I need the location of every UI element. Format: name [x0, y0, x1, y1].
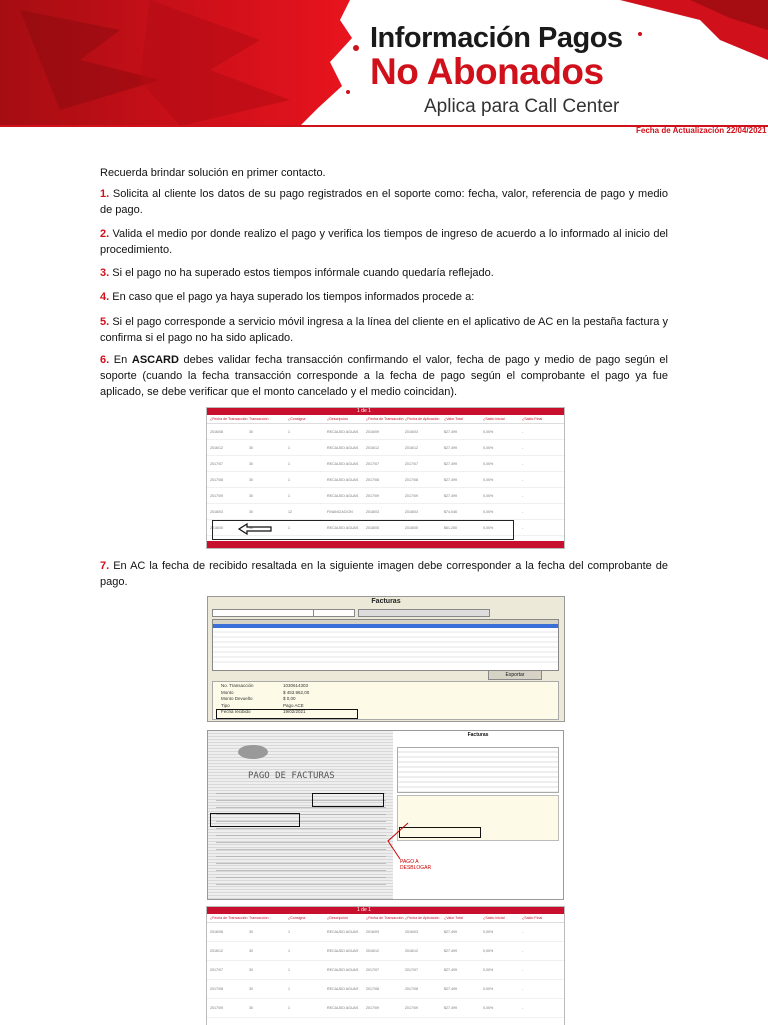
detail-panel — [212, 681, 559, 720]
logo-icon — [238, 745, 268, 759]
step-1 — [100, 186, 668, 218]
step-4 — [100, 289, 668, 305]
export-button[interactable]: Exportar — [488, 670, 542, 680]
column-header: ¿Valor Total — [444, 916, 463, 920]
table-row — [207, 488, 564, 504]
table-cell: RECAUDO AGUAS — [327, 525, 359, 530]
label: No. Transacción — [221, 683, 254, 688]
column-header: ¿Valor Total — [444, 417, 463, 421]
pager-bar — [207, 408, 564, 415]
table-cell: 2017/09 — [366, 1006, 379, 1010]
table-cell: 2016/09 — [366, 429, 379, 434]
table-cell: 2018/05 — [405, 525, 418, 530]
table-cell: 30 — [249, 429, 253, 434]
table-cell: 30 — [249, 968, 253, 972]
arrow-left-icon — [237, 523, 273, 535]
step-text: En AC la fecha de recibido resaltada en la siguiente imagen debe corresponder a la fecha del comprobante de pago. — [100, 560, 668, 588]
table-cell: 2017/08 — [405, 987, 418, 991]
step-5 — [100, 314, 668, 346]
table-cell: 30 — [249, 509, 253, 514]
table-row — [207, 961, 564, 980]
table-cell: 0,00% — [483, 949, 494, 953]
table-row — [207, 980, 564, 999]
step-text: Valida el medio por donde realizo el pago y verifica los tiempos de ingreso de acuerdo a lo informado al inicio del procedimiento. — [100, 228, 668, 256]
table-cell: RECAUDO AGUAS — [327, 949, 359, 953]
step-number: 1. — [100, 188, 110, 200]
table-cell: 30 — [249, 1006, 253, 1010]
column-header: Transacción — [249, 417, 269, 421]
step-2 — [100, 226, 668, 258]
table-cell: 1 — [288, 429, 290, 434]
table-cell: 0,00% — [483, 1006, 494, 1010]
pager-bar — [207, 907, 564, 914]
column-header: ¿Fecha de Aplicación — [405, 417, 440, 421]
step-number: 7. — [100, 560, 110, 572]
column-header: ¿Saldo Inicial — [483, 417, 505, 421]
table-cell: - — [522, 949, 524, 953]
table-cell: 0,00% — [483, 968, 494, 972]
table-cell: 2017/09 — [210, 1006, 223, 1010]
table-cell: 30 — [249, 525, 253, 530]
step-number: 2. — [100, 228, 110, 240]
table-cell: 2016/12 — [210, 949, 223, 953]
table-cell: - — [522, 461, 524, 466]
label: Monto — [221, 689, 234, 695]
step-number: 4. — [100, 291, 110, 303]
table-cell: $61.250 — [444, 525, 457, 530]
table-cell: 1 — [288, 461, 290, 466]
table-body — [207, 923, 564, 1018]
column-header: ¿Saldo Inicial — [483, 916, 505, 920]
table-cell: - — [522, 968, 524, 972]
screen-title: Facturas — [467, 732, 489, 738]
column-header: ¿Fecha de Aplicación — [405, 916, 440, 920]
table-cell: - — [522, 429, 524, 434]
table-cell: 30 — [249, 949, 253, 953]
table-cell: 1 — [288, 968, 290, 972]
title-line1: Información Pagos — [370, 22, 623, 54]
column-header: Transacción — [249, 916, 269, 920]
table-cell: 0,00% — [483, 987, 494, 991]
table-cell: $27.499 — [444, 987, 457, 991]
table-cell: 1 — [288, 930, 290, 934]
ac-screen-small — [393, 731, 563, 899]
table-header — [207, 914, 564, 923]
step-7 — [100, 558, 668, 590]
table-cell: 0,00% — [483, 461, 494, 466]
pager-bar-bottom — [207, 541, 564, 548]
step-3 — [100, 265, 668, 281]
table-cell: 2018/03 — [405, 509, 418, 514]
subtitle: Aplica para Call Center — [424, 96, 620, 117]
table-cell: $27.499 — [444, 968, 457, 972]
ascard-table-2 — [206, 906, 565, 1025]
table-cell: 1 — [288, 525, 290, 530]
step-text: Solicita al cliente los datos de su pago registrados en el soporte como: fecha, valor, referencia de pago y medio de pago. — [100, 188, 668, 216]
highlight-box — [216, 709, 358, 719]
table-cell: $27.499 — [444, 445, 457, 450]
table-cell: 2017/08 — [366, 477, 379, 482]
table-cell: 2017/07 — [405, 461, 418, 466]
value: 19/02/2021 — [283, 709, 306, 714]
list-rows — [397, 747, 559, 793]
list-rows — [213, 628, 558, 664]
step-text: En — [109, 354, 132, 366]
table-cell: 0,00% — [483, 509, 494, 514]
column-header: ¿Fecha de Transacción — [210, 916, 248, 920]
table-cell: - — [522, 1006, 524, 1010]
table-cell: 0,00% — [483, 429, 494, 434]
field-box — [313, 609, 355, 617]
table-cell: 0,00% — [483, 445, 494, 450]
table-cell: RECAUDO AGUAS — [327, 461, 359, 466]
table-row — [207, 942, 564, 961]
table-cell: 30 — [249, 461, 253, 466]
value: Pago ACE — [283, 702, 304, 708]
table-cell: 2017/09 — [405, 1006, 418, 1010]
header-banner — [0, 0, 768, 126]
table-cell: $27.499 — [444, 477, 457, 482]
table-cell: $74.046 — [444, 509, 457, 514]
connector-line — [358, 821, 418, 861]
ascard-table-1 — [206, 407, 565, 549]
table-row — [207, 504, 564, 520]
table-cell: 2016/12 — [366, 949, 379, 953]
table-cell: RECAUDO AGUAS — [327, 968, 359, 972]
facturas-list — [212, 619, 559, 671]
column-header: ¿Saldo Final — [522, 417, 543, 421]
pager-text: 1 de 1 — [357, 907, 371, 913]
table-cell: 2017/09 — [405, 493, 418, 498]
column-header: ¿Consigna — [288, 916, 306, 920]
screen-title: Facturas — [371, 598, 401, 605]
column-header: ¿Descripción — [327, 916, 348, 920]
table-cell: 2016/12 — [210, 445, 223, 450]
table-cell: 1 — [288, 477, 290, 482]
value: $ 453.962,00 — [283, 689, 310, 695]
step-bold: ASCARD — [131, 354, 179, 366]
column-header: ¿Fecha de Transacción — [366, 916, 404, 920]
table-cell: 2017/08 — [366, 987, 379, 991]
table-cell: $27.499 — [444, 930, 457, 934]
intro-text: Recuerda brindar solución en primer contacto. — [100, 167, 326, 179]
table-cell: $27.499 — [444, 1006, 457, 1010]
table-cell: 2016/12 — [405, 445, 418, 450]
table-cell: 2017/08 — [210, 987, 223, 991]
table-cell: 2017/07 — [210, 461, 223, 466]
table-cell: - — [522, 987, 524, 991]
field-box — [358, 609, 490, 617]
table-cell: 30 — [249, 930, 253, 934]
table-cell: 2018/05 — [366, 525, 379, 530]
table-cell: 2016/03 — [405, 429, 418, 434]
table-cell: 2017/07 — [366, 968, 379, 972]
annotation-label: PAGO A DESBLOGAR — [400, 859, 432, 871]
table-row — [207, 456, 564, 472]
step-text: Si el pago corresponde a servicio móvil ingresa a la línea del cliente en el aplicativo de AC en la pestaña factura y confirma si el pago no ha sido aplicado. — [100, 316, 668, 344]
highlight-box — [210, 813, 300, 827]
table-row — [207, 424, 564, 440]
table-cell: $27.499 — [444, 429, 457, 434]
table-cell: - — [522, 509, 524, 514]
label: Tipo — [221, 702, 230, 708]
update-date: Fecha de Actualización 22/04/2021 — [636, 126, 767, 135]
table-cell: - — [522, 477, 524, 482]
pager-text: 1 de 1 — [357, 408, 371, 414]
table-header — [207, 415, 564, 424]
column-header: ¿Fecha de Transacción — [210, 417, 248, 421]
step-number: 6. — [100, 354, 110, 366]
step-text: debes validar fecha transacción confirmando el valor, fecha de pago y medio de pago según el soporte (cuando la fecha transacción corresponde a la fecha de pago según el comprobante el pago ya fue aplicado, se debe verificar que el monto cancelado y el medio coincidan). — [100, 354, 668, 398]
table-cell: 1 — [288, 949, 290, 953]
table-cell: RECAUDO AGUAS — [327, 930, 359, 934]
receipt-photo — [208, 731, 393, 899]
table-cell: 2017/08 — [210, 477, 223, 482]
table-cell: 30 — [249, 445, 253, 450]
step-text: Si el pago no ha superado estos tiempos infórmale cuando quedaría reflejado. — [109, 267, 494, 279]
table-cell: 2016/08 — [210, 429, 223, 434]
table-cell: 0,00% — [483, 525, 494, 530]
highlight-box — [312, 793, 384, 807]
table-cell: - — [522, 445, 524, 450]
step-number: 5. — [100, 316, 110, 328]
value: $ 0,00 — [283, 696, 296, 701]
table-cell: 1 — [288, 445, 290, 450]
table-cell: 2017/08 — [405, 477, 418, 482]
column-header: ¿Fecha de Transacción — [366, 417, 404, 421]
title-line2: No Abonados — [370, 51, 604, 92]
table-cell: 30 — [249, 493, 253, 498]
table-cell: - — [522, 930, 524, 934]
table-cell: 0,00% — [483, 930, 494, 934]
table-cell: 1 — [288, 1006, 290, 1010]
table-cell: - — [522, 525, 524, 530]
table-cell: 2016/08 — [210, 930, 223, 934]
table-cell: 30 — [249, 477, 253, 482]
step-6 — [100, 352, 668, 400]
table-row — [207, 440, 564, 456]
table-cell: 1 — [288, 493, 290, 498]
table-cell: 12 — [288, 509, 292, 514]
receipt-heading: PAGO DE FACTURAS — [248, 771, 335, 781]
step-text: En caso que el pago ya haya superado los tiempos informados procede a: — [109, 291, 475, 303]
table-cell: RECAUDO AGUAS — [327, 493, 359, 498]
table-cell: 2017/09 — [366, 493, 379, 498]
table-cell: 2016/09 — [366, 930, 379, 934]
table-cell: 2018/05 — [210, 525, 223, 530]
receipt-composite — [207, 730, 564, 900]
table-cell: RECAUDO AGUAS — [327, 987, 359, 991]
table-cell: 2017/09 — [210, 493, 223, 498]
ac-facturas-screen — [207, 596, 565, 722]
column-header: ¿Descripción — [327, 417, 348, 421]
label: Monto Devuelto — [221, 696, 253, 701]
table-cell: 2017/07 — [366, 461, 379, 466]
label: Fecha recibido — [221, 709, 251, 714]
table-row — [207, 999, 564, 1018]
table-row — [207, 472, 564, 488]
table-cell: $27.499 — [444, 461, 457, 466]
table-cell: $27.499 — [444, 949, 457, 953]
table-cell: 2018/03 — [366, 509, 379, 514]
table-cell: 0,00% — [483, 477, 494, 482]
step-number: 3. — [100, 267, 110, 279]
table-row — [207, 923, 564, 942]
table-cell: - — [522, 493, 524, 498]
table-cell: 0,00% — [483, 493, 494, 498]
column-header: ¿Consigna — [288, 417, 306, 421]
table-cell: 30 — [249, 987, 253, 991]
table-cell: 2016/12 — [405, 949, 418, 953]
table-cell: 2018/03 — [210, 509, 223, 514]
table-cell: $27.499 — [444, 493, 457, 498]
table-cell: RECAUDO AGUAS — [327, 445, 359, 450]
column-header: ¿Saldo Final — [522, 916, 543, 920]
table-cell: FINANCIACION — [327, 509, 353, 514]
table-cell: RECAUDO AGUAS — [327, 477, 359, 482]
table-cell: RECAUDO AGUAS — [327, 429, 359, 434]
table-cell: 2016/03 — [405, 930, 418, 934]
table-cell: 1 — [288, 987, 290, 991]
table-cell: RECAUDO AGUAS — [327, 1006, 359, 1010]
table-cell: 2017/07 — [405, 968, 418, 972]
value: 1030614303 — [283, 683, 309, 688]
table-cell: 2016/12 — [366, 445, 379, 450]
table-cell: 2017/07 — [210, 968, 223, 972]
field-box — [212, 609, 314, 617]
